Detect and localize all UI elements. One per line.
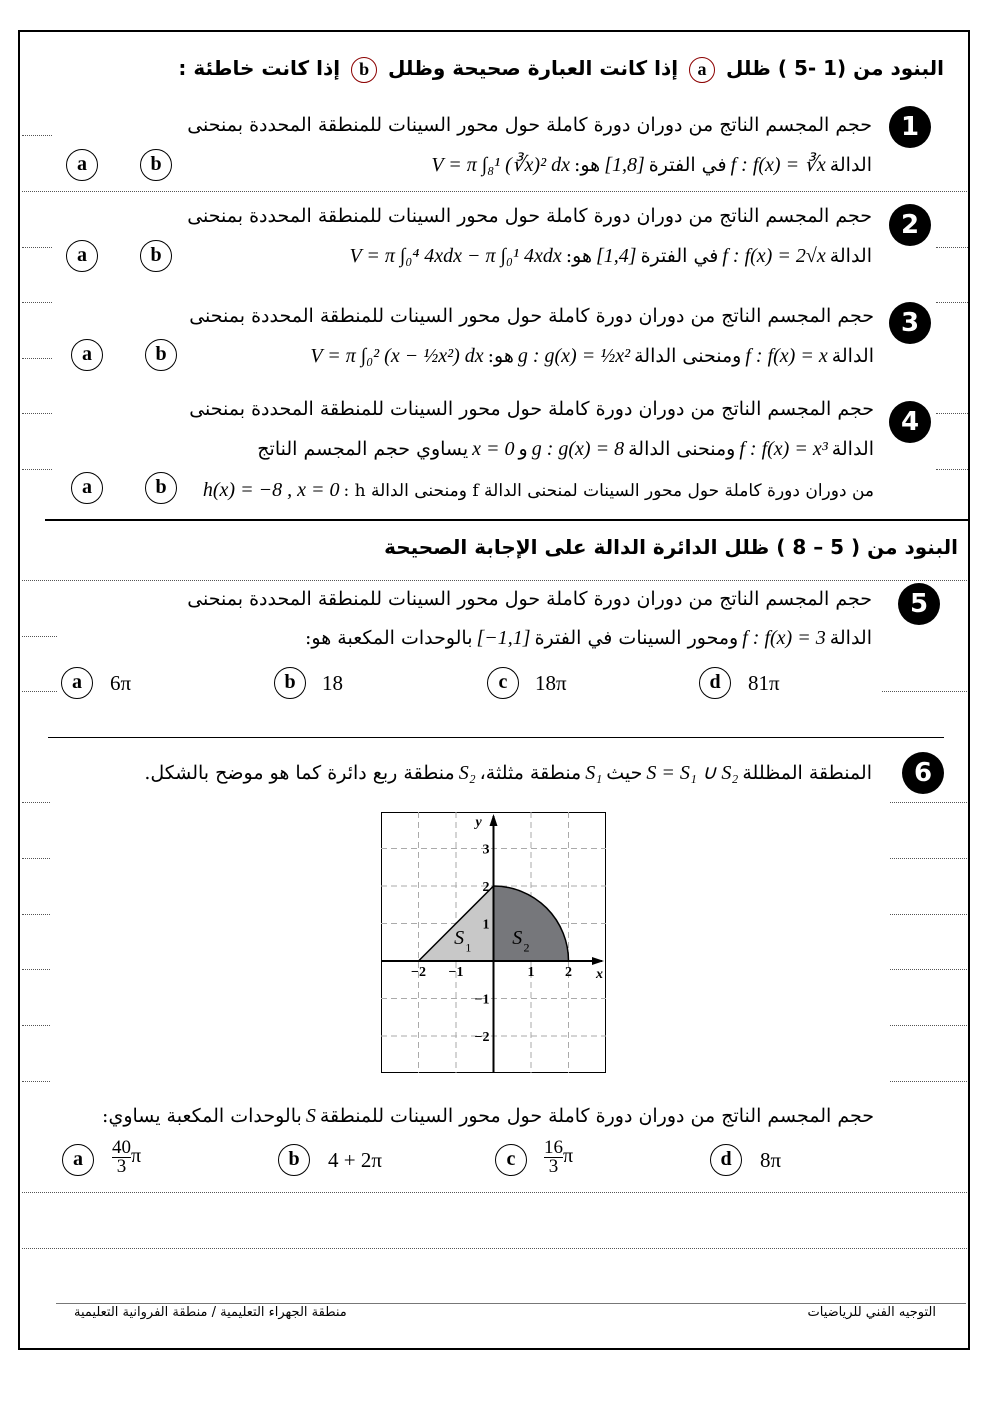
q5-stem: حجم المجسم الناتج من دوران دورة كاملة حول محور السينات للمنطقة المحددة بمنحنى	[187, 588, 872, 610]
q3-option-b[interactable]: b	[145, 339, 177, 371]
math: S = S₁ ∪ S₂	[646, 762, 739, 784]
margin-line	[890, 969, 967, 970]
margin-line	[890, 1081, 967, 1082]
q4-stem: حجم المجسم الناتج من دوران دورة كاملة حول محور السينات للمنطقة المحددة بمنحنى	[189, 398, 874, 420]
question-number-1: 1	[889, 106, 931, 148]
text: حجم المجسم الناتج من دوران دورة كاملة حول محور السينات للمنطقة	[319, 1105, 874, 1127]
section1-instructions	[178, 56, 944, 83]
numerator: 40	[112, 1137, 131, 1158]
denominator: 3	[116, 1156, 127, 1177]
question-divider	[48, 737, 944, 738]
instr-circle-b: b	[351, 57, 377, 83]
text: من دوران دورة كاملة حول محور السينات لمنحنى الدالة f ومنحنى الدالة h :	[343, 481, 874, 501]
denominator: 3	[548, 1156, 559, 1177]
section2-instructions: البنود من ( 5 – 8 ) ظلل الدائرة الدالة على الإجابة الصحيحة	[384, 535, 958, 559]
margin-line	[22, 1081, 50, 1082]
s2-subscript: 2	[523, 940, 530, 955]
text: الدالة	[831, 438, 874, 460]
math: V = π ∫₀² (x − ½x²) dx	[310, 345, 484, 367]
math: S₁	[585, 762, 603, 784]
question-number-2: 2	[889, 204, 931, 246]
q5-option-c[interactable]: c	[487, 667, 519, 699]
y-tick-label: 2	[482, 880, 490, 895]
math: g : g(x) = 8	[531, 438, 625, 460]
q2-option-a[interactable]: a	[66, 240, 98, 272]
q6-option-c-value	[544, 1139, 573, 1176]
math: f : f(x) = x	[745, 345, 828, 367]
s1-label: S	[454, 927, 465, 950]
margin-line	[936, 469, 968, 470]
margin-line	[22, 914, 50, 915]
q5-option-b[interactable]: b	[274, 667, 306, 699]
text: الدالة	[829, 627, 872, 649]
s1-subscript: 1	[465, 940, 472, 955]
text: و	[518, 438, 528, 460]
fraction	[544, 1139, 563, 1176]
q6-option-b-value: 4 + 2π	[328, 1148, 382, 1172]
math: S₂	[458, 762, 476, 784]
instr-text: البنود من (1 -5 ) ظلل	[726, 56, 944, 80]
separator-dotted	[22, 1248, 967, 1249]
text: ومنحنى الدالة	[634, 345, 742, 367]
text: هو:	[573, 154, 601, 176]
q4-option-a[interactable]: a	[71, 472, 103, 504]
y-tick-label: 1	[482, 917, 490, 933]
y-axis-label: y	[475, 815, 482, 830]
q5-option-c-value: 18π	[535, 671, 567, 695]
x-tick-label: −2	[411, 965, 426, 980]
math: [1,4]	[595, 245, 637, 267]
text: يساوي حجم المجسم الناتج	[257, 438, 469, 460]
x-tick-label: 1	[527, 965, 535, 980]
text: ومنحنى الدالة	[628, 438, 736, 460]
margin-line	[890, 1025, 967, 1026]
margin-line	[22, 358, 52, 359]
q5-option-a-value: 6π	[110, 671, 132, 695]
footer-right: التوجيه الفني للرياضيات	[807, 1305, 936, 1320]
text: الدالة	[829, 154, 872, 176]
q1-option-a[interactable]: a	[66, 149, 98, 181]
margin-line	[890, 914, 967, 915]
q6-option-c[interactable]: c	[495, 1144, 527, 1176]
margin-line	[936, 413, 968, 414]
margin-line	[22, 636, 57, 637]
margin-line	[22, 802, 50, 803]
footer-left: منطقة الجهراء التعليمية / منطقة الفروانية التعليمية	[74, 1305, 347, 1320]
q6-description	[144, 760, 872, 786]
margin-line	[936, 302, 968, 303]
q6-option-a-value	[112, 1139, 141, 1176]
math: V = π ∫₀⁴ 4xdx − π ∫₀¹ 4xdx	[349, 245, 562, 267]
math: f : f(x) = 3	[742, 627, 826, 649]
separator-dotted	[22, 580, 967, 581]
separator-dotted	[22, 191, 967, 192]
q6-option-b[interactable]: b	[278, 1144, 310, 1176]
footer-line	[56, 1303, 966, 1304]
q5-option-d-value: 81π	[748, 671, 780, 695]
q5-option-b-value: 18	[322, 671, 343, 695]
q1-statement	[427, 152, 872, 178]
margin-line	[22, 969, 50, 970]
text: الدالة	[829, 245, 872, 267]
margin-line	[882, 691, 967, 692]
q6-option-d-value: 8π	[760, 1148, 782, 1172]
math: S	[305, 1105, 316, 1127]
separator-dotted	[22, 1192, 967, 1193]
instr-circle-a: a	[689, 57, 715, 83]
question-number-5: 5	[898, 583, 940, 625]
margin-line	[22, 469, 52, 470]
q2-stem: حجم المجسم الناتج من دوران دورة كاملة حول محور السينات للمنطقة المحددة بمنحنى	[187, 205, 872, 227]
question-number-3: 3	[889, 302, 931, 344]
margin-line	[22, 413, 52, 414]
margin-line	[890, 858, 967, 859]
math: f : f(x) = x³	[739, 438, 828, 460]
text: هو:	[487, 345, 514, 367]
q6-option-d[interactable]: d	[710, 1144, 742, 1176]
region-figure	[381, 812, 606, 1073]
text: في الفترة	[640, 245, 719, 267]
numerator: 16	[544, 1137, 563, 1158]
x-tick-label: 2	[565, 965, 572, 980]
text: بالوحدات المكعبة يساوي:	[102, 1105, 302, 1127]
text: بالوحدات المكعبة هو:	[305, 627, 473, 649]
text: حيث	[606, 762, 643, 784]
margin-line	[890, 802, 967, 803]
x-tick-label: −1	[448, 965, 464, 980]
text: المنطقة المظللة	[742, 762, 872, 784]
math: g : g(x) = ½x²	[517, 345, 631, 367]
q3-option-a[interactable]: a	[71, 339, 103, 371]
margin-line	[22, 135, 52, 136]
question-number-6: 6	[902, 752, 944, 794]
q4-statement-line2	[257, 436, 874, 462]
math: [1,8]	[604, 154, 645, 176]
q6-option-a[interactable]: a	[62, 1144, 94, 1176]
question-number-4: 4	[889, 401, 931, 443]
q5-option-d[interactable]: d	[699, 667, 731, 699]
math: V = π ∫₈¹ (∛x)² dx	[431, 154, 570, 176]
text: الدالة	[831, 345, 874, 367]
pi: π	[131, 1145, 142, 1168]
text: في الفترة	[648, 154, 727, 176]
text: هو:	[565, 245, 592, 267]
margin-line	[22, 691, 57, 692]
instr-text: إذا كانت العبارة صحيحة وظلل	[388, 56, 679, 80]
text: ومحور السينات في الفترة	[534, 627, 739, 649]
fraction	[112, 1139, 131, 1176]
q4-option-b[interactable]: b	[145, 472, 177, 504]
math: x = 0	[472, 438, 515, 460]
text: منطقة مثلثة،	[479, 762, 582, 784]
margin-line	[936, 247, 968, 248]
s2-label: S	[512, 927, 523, 950]
q6-question	[102, 1103, 874, 1129]
margin-line	[22, 247, 52, 248]
math: f : f(x) = 2√x	[722, 245, 826, 267]
q2-statement	[346, 243, 872, 269]
q1-option-b[interactable]: b	[140, 149, 172, 181]
q4-statement-line3	[199, 477, 874, 504]
pi: π	[563, 1145, 574, 1168]
q1-stem: حجم المجسم الناتج من دوران دورة كاملة حول محور السينات للمنطقة المحددة بمنحنى	[187, 114, 872, 136]
y-tick-label: 3	[482, 842, 490, 858]
section-divider	[45, 519, 969, 521]
text: منطقة ربع دائرة كما هو موضح بالشكل.	[144, 762, 455, 784]
y-tick-label: −1	[474, 992, 490, 1008]
q2-option-b[interactable]: b	[140, 240, 172, 272]
math: h(x) = −8 , x = 0	[202, 479, 340, 501]
math: f : f(x) = ∛x	[730, 154, 826, 176]
margin-line	[22, 858, 50, 859]
q3-stem: حجم المجسم الناتج من دوران دورة كاملة حول محور السينات للمنطقة المحددة بمنحنى	[189, 305, 874, 327]
q5-statement	[305, 625, 872, 651]
x-axis-label: x	[596, 967, 603, 982]
q5-option-a[interactable]: a	[61, 667, 93, 699]
math: [−1,1]	[476, 627, 531, 649]
margin-line	[22, 1025, 50, 1026]
q3-statement	[306, 343, 874, 369]
instr-text: إذا كانت خاطئة :	[178, 56, 341, 80]
margin-line	[22, 302, 52, 303]
y-tick-label: −2	[474, 1030, 490, 1045]
